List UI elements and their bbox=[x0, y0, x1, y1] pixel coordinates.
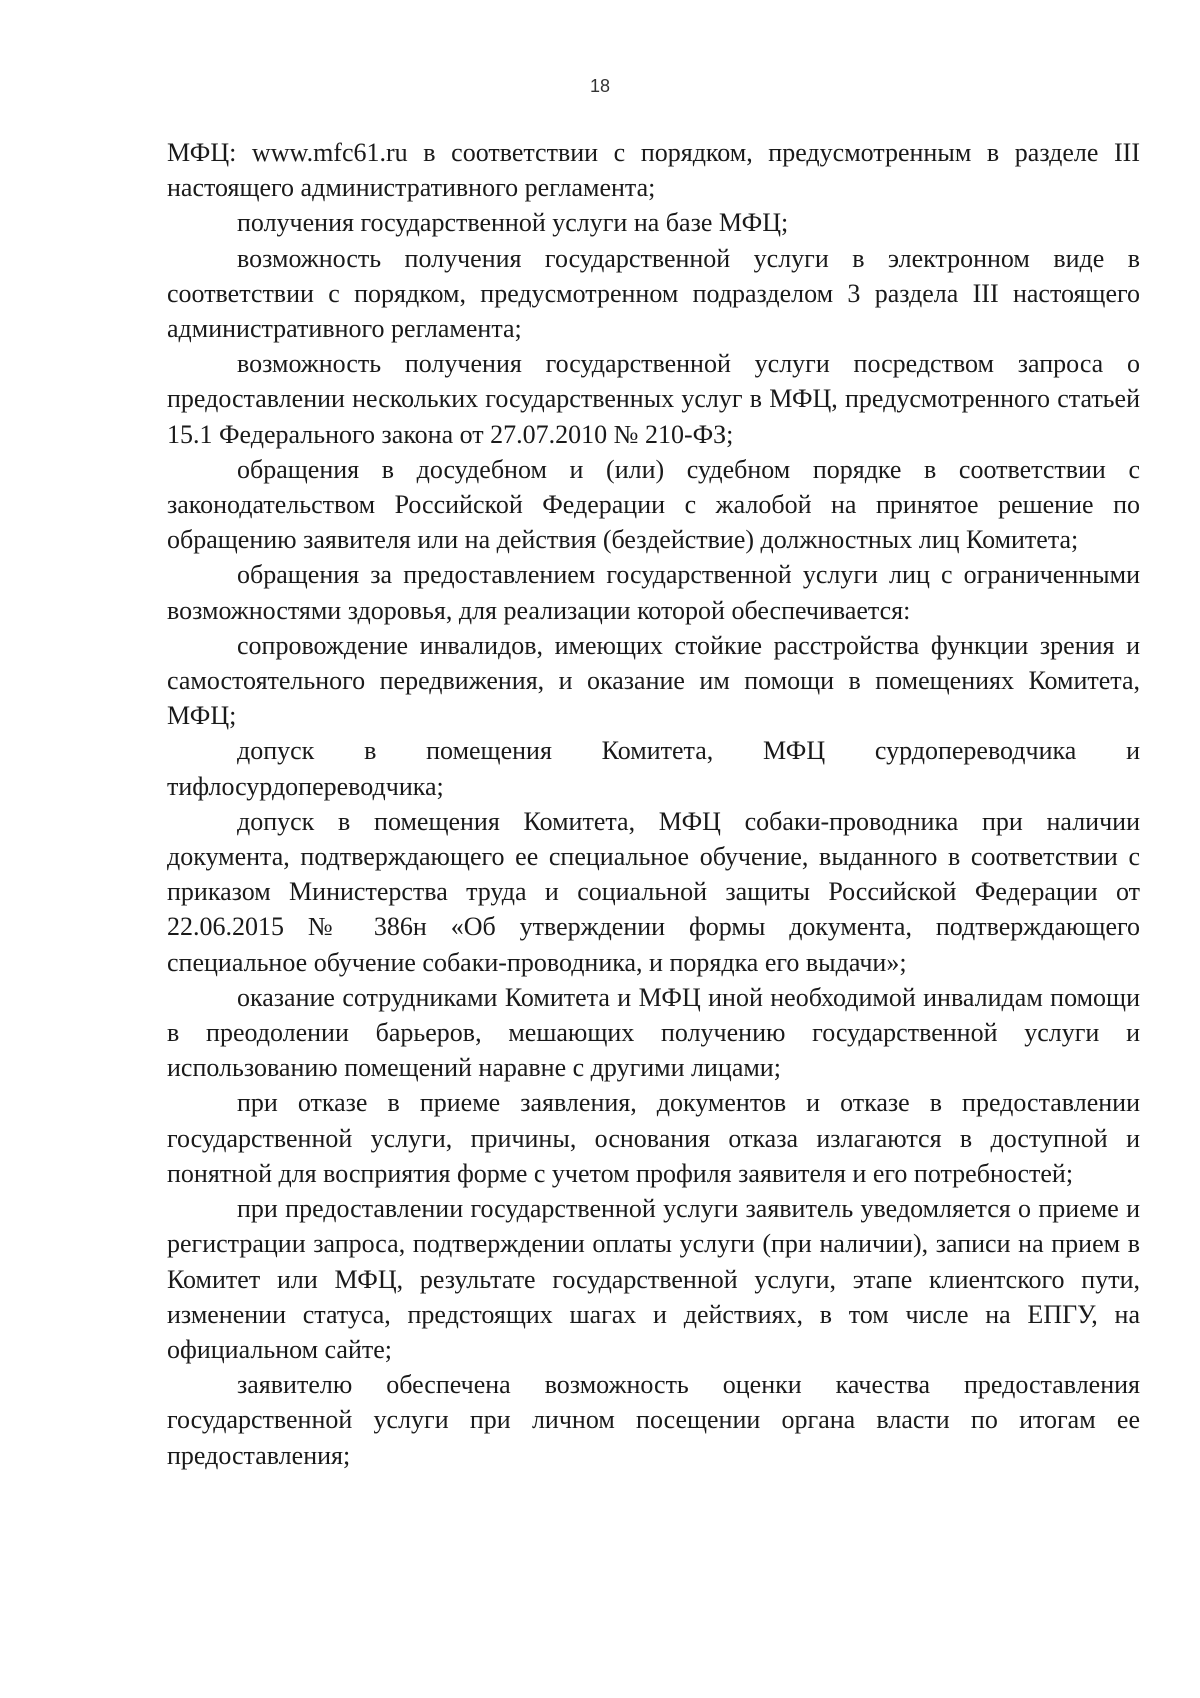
paragraph: возможность получения государственной услуги посредством запроса о предоставлении нескольких государственных услуг в МФЦ, предусмотренного статьей 15.1 Федерального закона от 27.07.2010 № 210-ФЗ; bbox=[167, 349, 1140, 449]
paragraph-continuation: МФЦ: www.mfc61.ru в соответствии с порядком, предусмотренным в разделе III настоящего административного регламента; bbox=[167, 138, 1140, 203]
paragraph: обращения в досудебном и (или) судебном порядке в соответствии с законодательством Российской Федерации с жалобой на принятое решение по обращению заявителя или на действия (бездействие) должностных лиц Комитета; bbox=[167, 454, 1140, 555]
paragraph: сопровождение инвалидов, имеющих стойкие расстройства функции зрения и самостоятельного передвижения, и оказание им помощи в помещениях Комитета, МФЦ; bbox=[167, 630, 1140, 731]
paragraph: обращения за предоставлением государственной услуги лиц с ограниченными возможностями здоровья, для реализации которой обеспечивается: bbox=[167, 560, 1140, 625]
page-number: 18 bbox=[589, 76, 611, 96]
paragraph: при предоставлении государственной услуги заявитель уведомляется о приеме и регистрации запроса, подтверждении оплаты услуги (при наличии), записи на прием в Комитет или МФЦ, результате государственной услуги, этапе клиентского пути, изменении статуса, предстоящих шагах и действиях, в том числе на ЕПГУ, на официальном сайте; bbox=[167, 1194, 1140, 1364]
paragraph: допуск в помещения Комитета, МФЦ сурдопереводчика и тифлосурдопереводчика; bbox=[167, 736, 1140, 801]
paragraph: получения государственной услуги на базе МФЦ; bbox=[237, 208, 789, 238]
paragraph: допуск в помещения Комитета, МФЦ собаки-проводника при наличии документа, подтверждающего ее специальное обучение, выданного в соответствии с приказом Министерства труда и социальной защиты Российской Федерации от 22.06.2015 № 386н «Об утверждении формы документа, подтверждающего специальное обучение собаки-проводника, и порядка его выдачи»; bbox=[167, 806, 1140, 977]
paragraph: при отказе в приеме заявления, документов и отказе в предоставлении государственной услуги, причины, основания отказа излагаются в доступной и понятной для восприятия форме с учетом профиля заявителя и его потребностей; bbox=[167, 1088, 1140, 1188]
paragraph: заявителю обеспечена возможность оценки качества предоставления государственной услуги при личном посещении органа власти по итогам ее предоставления; bbox=[167, 1370, 1140, 1470]
paragraph: возможность получения государственной услуги в электронном виде в соответствии с порядком, предусмотренном подразделом 3 раздела III настоящего административного регламента; bbox=[167, 243, 1140, 344]
document-body bbox=[167, 135, 1140, 1473]
paragraph: оказание сотрудниками Комитета и МФЦ иной необходимой инвалидам помощи в преодолении барьеров, мешающих получению государственной услуги и использованию помещений наравне с другими лицами; bbox=[167, 982, 1140, 1083]
